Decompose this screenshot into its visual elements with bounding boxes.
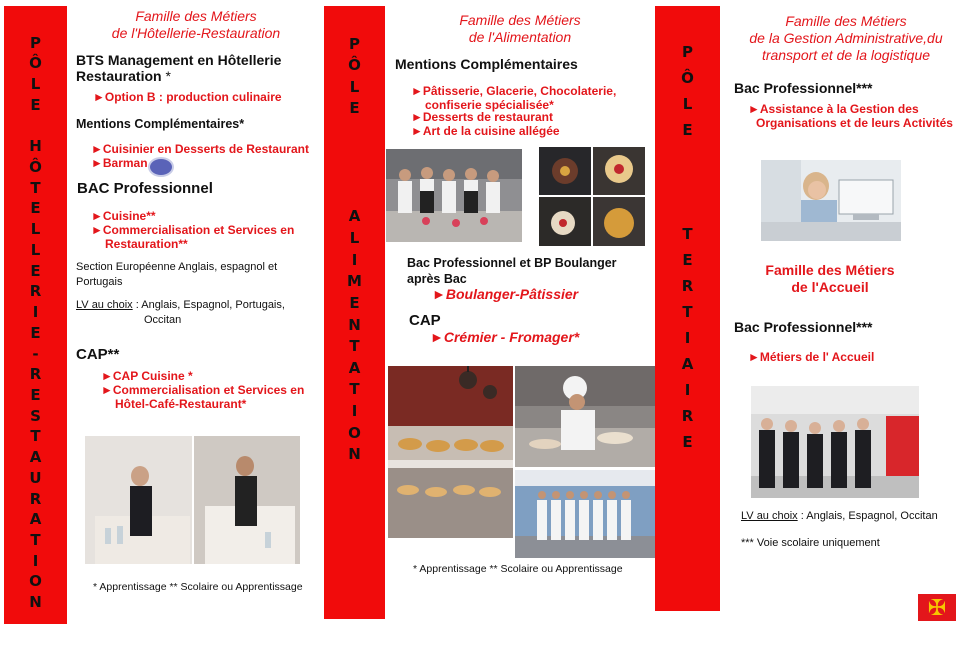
col3-bac2-heading: Bac Professionnel*** xyxy=(734,319,873,335)
band-letter: L xyxy=(349,229,360,248)
band-letter: L xyxy=(682,95,693,113)
band-letter: A xyxy=(348,358,361,377)
band-letter: R xyxy=(681,407,694,425)
col1-cap-item: ►CAP Cuisine * xyxy=(101,369,193,383)
col1-mc-heading: Mentions Complémentaires* xyxy=(76,117,245,131)
band-letter: L xyxy=(30,220,41,239)
col2-cap-item: ►Crémier - Fromager* xyxy=(430,329,580,345)
band-letter: U xyxy=(29,468,42,487)
col1-cap-heading: CAP** xyxy=(76,346,120,363)
col2-title: Famille des Métiers de l'Alimentation xyxy=(459,12,581,45)
photo-bakery-counter xyxy=(388,366,513,538)
band-letter: E xyxy=(30,385,41,404)
band-letter: E xyxy=(349,99,360,118)
col1-title: Famille des Métiers de l'Hôtellerie-Restauration xyxy=(111,8,281,41)
band-letter: - xyxy=(32,344,39,363)
band-letter: N xyxy=(29,593,42,612)
photo-desserts-collage xyxy=(539,147,645,246)
band-letter: R xyxy=(29,489,42,508)
band-letter: I xyxy=(351,401,358,420)
band-letter: E xyxy=(682,251,693,269)
band-letter: T xyxy=(30,178,41,197)
col1-bac-heading: BAC Professionnel xyxy=(77,180,213,197)
photo-office-worker xyxy=(761,160,901,241)
band-letter: E xyxy=(682,433,693,451)
col2-bp-heading: Bac Professionnel et BP Boulanger après Bac xyxy=(407,256,617,286)
band-letter: O xyxy=(29,572,42,591)
seal-badge xyxy=(148,157,174,177)
band-letter: N xyxy=(348,315,361,334)
col2-mc-item: ►Desserts de restaurant xyxy=(411,110,553,124)
band-letter: H xyxy=(29,137,42,156)
band-letter: P xyxy=(30,33,41,52)
photo-patisserie-team xyxy=(386,149,522,242)
band-letter: P xyxy=(682,43,693,61)
band-letter: T xyxy=(682,225,693,243)
col1-mc-item: ►Cuisinier en Desserts de Restaurant xyxy=(91,142,309,156)
col2-bp-item: ►Boulanger-Pâtissier xyxy=(432,286,579,302)
band-letter: I xyxy=(351,250,358,269)
col3-title: Famille des Métiers de la Gestion Administrative,du transport et de la logistique xyxy=(749,13,943,63)
band-letter: R xyxy=(29,365,42,384)
band-letter: A xyxy=(348,207,361,226)
col1-lv-choice: LV au choix : Anglais, Espagnol, Portugais, Occitan xyxy=(76,299,285,326)
band-letter: P xyxy=(349,34,360,53)
band-letter: Ô xyxy=(29,54,42,73)
band-letter: L xyxy=(30,240,41,259)
col3-bac-heading: Bac Professionnel*** xyxy=(734,80,873,96)
col1-bac-item: ►Cuisine** xyxy=(91,209,156,223)
occitan-cross-flag: ✠ xyxy=(918,594,956,621)
pole-alimentation-band xyxy=(324,6,385,619)
photo-restaurant-service xyxy=(85,436,300,564)
band-letter: I xyxy=(32,551,39,570)
band-letter: A xyxy=(681,355,694,373)
col1-mc-item: ►Barman xyxy=(91,156,148,170)
band-letter: E xyxy=(30,95,41,114)
band-letter: A xyxy=(29,448,42,467)
band-letter xyxy=(33,119,38,134)
col3-note: *** Voie scolaire uniquement xyxy=(741,537,880,549)
band-letter: T xyxy=(349,337,360,356)
band-letter: Ô xyxy=(29,158,42,177)
band-letter xyxy=(685,201,690,216)
section-europeenne: Section Européenne Anglais, espagnol et Portugais xyxy=(76,261,278,288)
col3-accueil-title: Famille des Métiers de l'Accueil xyxy=(765,262,895,295)
band-letter: N xyxy=(348,445,361,464)
pole-tertiaire-band xyxy=(655,6,720,611)
band-letter: T xyxy=(682,303,693,321)
band-letter: S xyxy=(30,406,41,425)
band-letter: T xyxy=(30,427,41,446)
band-letter: R xyxy=(29,282,42,301)
band-letter: T xyxy=(349,380,360,399)
band-letter: E xyxy=(30,323,41,342)
band-letter: E xyxy=(30,199,41,218)
band-letter: E xyxy=(682,121,693,139)
col1-footnote: * Apprentissage ** Scolaire ou Apprentissage xyxy=(93,581,303,593)
band-letter xyxy=(685,149,690,164)
photo-accueil-students xyxy=(751,386,919,498)
col3-bac-item: ►Assistance à la Gestion des Organisations et de leurs Activités xyxy=(748,102,953,130)
bts-heading: BTS Management en Hôtellerie Restauration * xyxy=(76,52,282,84)
band-letter xyxy=(685,175,690,190)
col2-footnote: * Apprentissage ** Scolaire ou Apprentissage xyxy=(413,563,623,575)
band-letter: Ô xyxy=(348,56,361,75)
band-letter: O xyxy=(348,423,361,442)
band-letter: A xyxy=(29,510,42,529)
band-letter: I xyxy=(684,329,691,347)
col2-mc-heading: Mentions Complémentaires xyxy=(395,56,578,72)
band-letter: E xyxy=(30,261,41,280)
photo-chef-plating xyxy=(515,366,655,467)
col3-lv-choice: LV au choix : Anglais, Espagnol, Occitan xyxy=(741,510,938,522)
band-letter xyxy=(352,188,357,203)
band-letter: I xyxy=(32,303,39,322)
band-letter: Ô xyxy=(681,69,694,87)
band-letter xyxy=(352,166,357,181)
band-letter: I xyxy=(684,381,691,399)
col1-cap-item: ►Commercialisation et Services en Hôtel-Café-Restaurant* xyxy=(101,383,305,411)
col1-bac-item: ►Commercialisation et Services en Restauration** xyxy=(91,223,295,251)
bts-option: ►Option B : production culinaire xyxy=(93,90,282,104)
photo-students-lineup xyxy=(515,470,655,558)
band-letter: R xyxy=(681,277,694,295)
band-letter: M xyxy=(347,272,362,291)
col2-mc-item: ►Pâtisserie, Glacerie, Chocolaterie, confiserie spécialisée* xyxy=(411,84,617,112)
band-letter: T xyxy=(30,530,41,549)
pole-hotellerie-band xyxy=(4,6,67,624)
col3-bac2-item: ►Métiers de l' Accueil xyxy=(748,350,875,364)
band-letter xyxy=(352,123,357,138)
col2-mc-item: ►Art de la cuisine allégée xyxy=(411,124,560,138)
band-letter: E xyxy=(349,293,360,312)
band-letter xyxy=(352,145,357,160)
col2-cap-heading: CAP xyxy=(409,312,441,329)
band-letter: L xyxy=(349,77,360,96)
band-letter: L xyxy=(30,75,41,94)
